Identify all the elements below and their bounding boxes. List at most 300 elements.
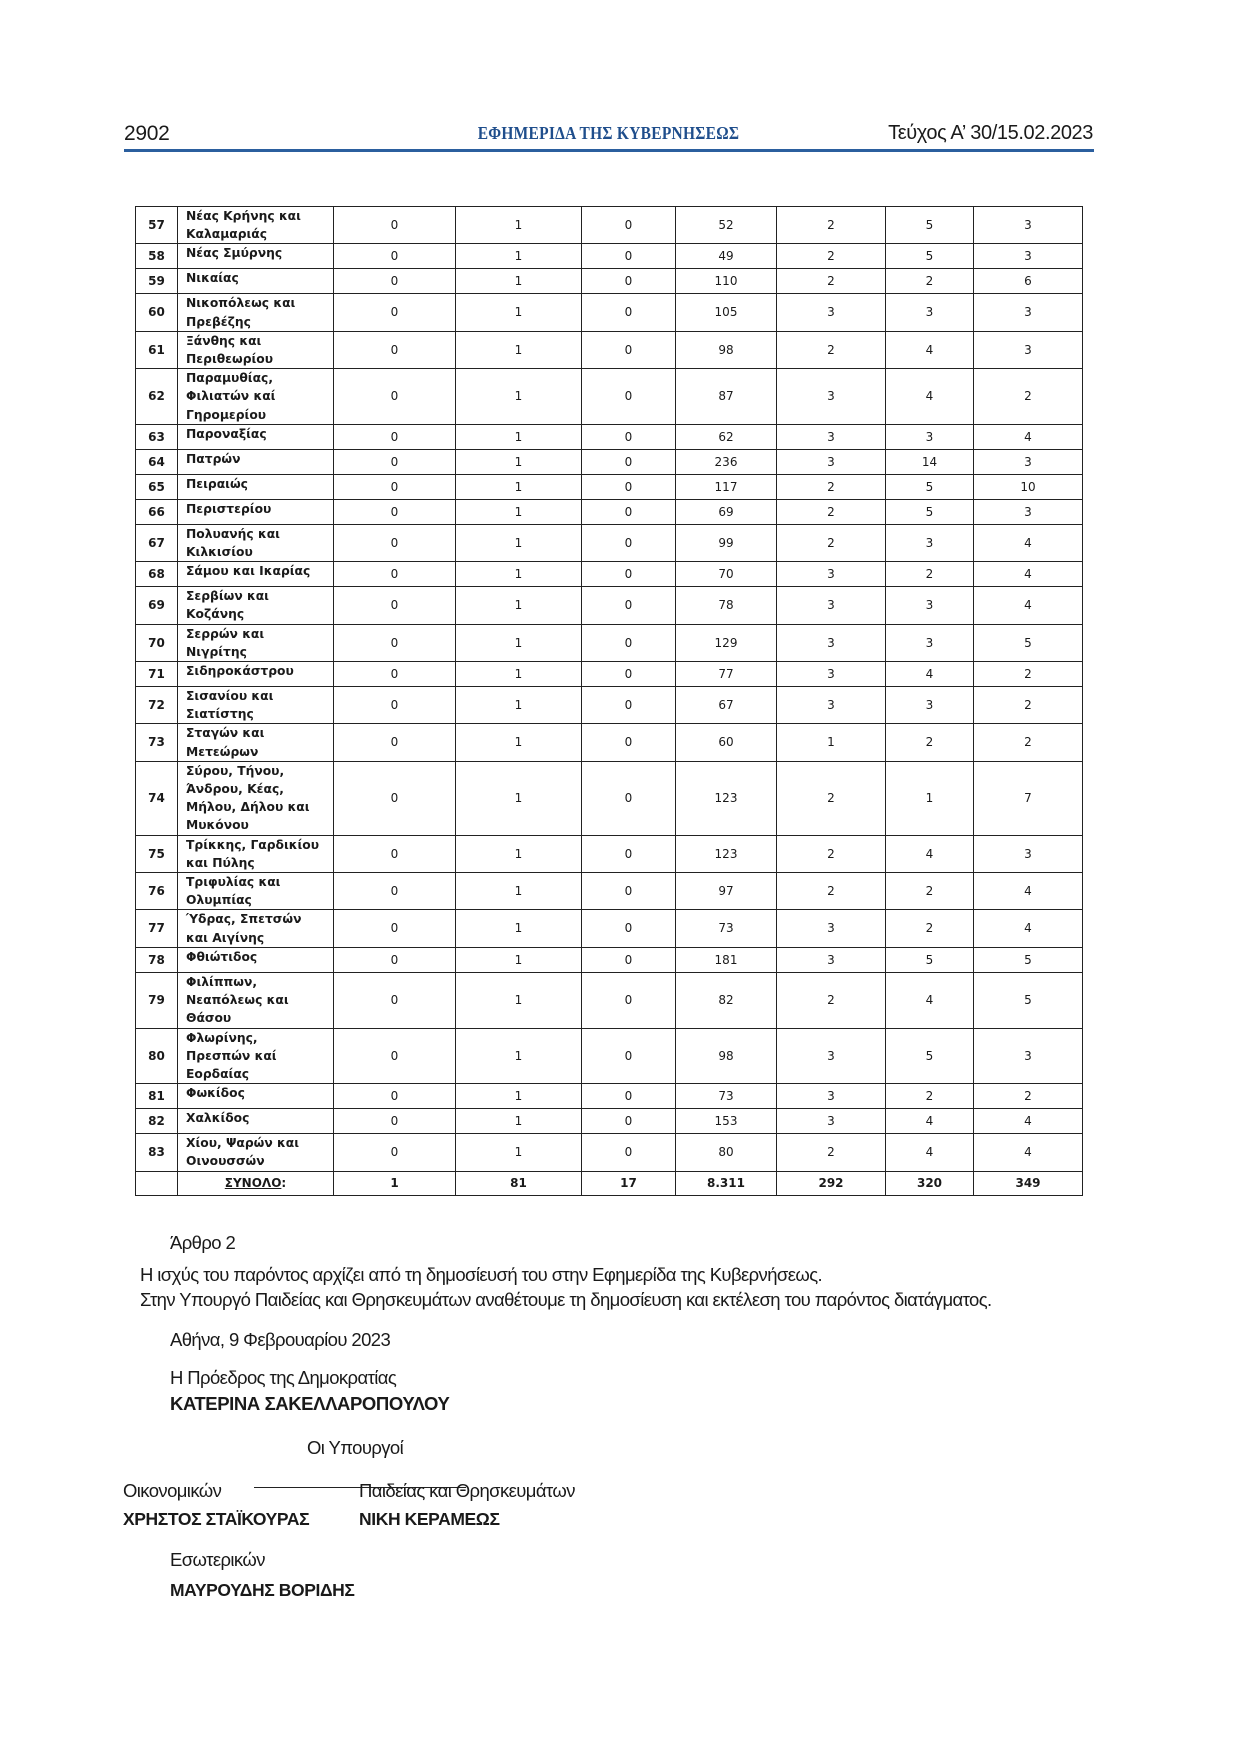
- value-cell-c7: 4: [974, 587, 1083, 624]
- value-cell-c2: 1: [456, 972, 582, 1028]
- value-cell-c6: 4: [886, 835, 974, 872]
- value-cell-c6: 2: [886, 269, 974, 294]
- header-rule: [124, 149, 1094, 152]
- value-cell-c4: 98: [676, 1028, 777, 1084]
- value-cell-c1: 0: [334, 587, 456, 624]
- value-cell-c2: 1: [456, 835, 582, 872]
- diocese-name: Σταγών και Μετεώρων: [178, 724, 334, 761]
- value-cell-c6: 2: [886, 873, 974, 910]
- value-cell-c3: 0: [582, 624, 676, 661]
- table-row: [136, 424, 1083, 449]
- value-cell-c5: 3: [777, 294, 886, 331]
- value-cell-c3: 0: [582, 972, 676, 1028]
- row-number: 64: [136, 449, 178, 474]
- value-cell-c6: 4: [886, 369, 974, 425]
- value-cell-c2: 1: [456, 474, 582, 499]
- minister-2-ministry: Παιδείας και Θρησκευμάτων: [359, 1480, 575, 1501]
- value-cell-c5: 2: [777, 244, 886, 269]
- value-cell-c6: 4: [886, 972, 974, 1028]
- value-cell-c6: 14: [886, 449, 974, 474]
- row-number: 60: [136, 294, 178, 331]
- value-cell-c2: 1: [456, 587, 582, 624]
- dioceses-table: [135, 206, 1083, 1196]
- value-cell-c6: 3: [886, 424, 974, 449]
- value-cell-c4: 99: [676, 524, 777, 561]
- value-cell-c6: 5: [886, 474, 974, 499]
- table-row: [136, 910, 1083, 947]
- value-cell-c1: 0: [334, 947, 456, 972]
- value-cell-c3: 0: [582, 724, 676, 761]
- value-cell-c5: 3: [777, 910, 886, 947]
- value-cell-c7: 3: [974, 207, 1083, 244]
- value-cell-c7: 3: [974, 449, 1083, 474]
- value-cell-c3: 0: [582, 331, 676, 368]
- value-cell-c2: 1: [456, 424, 582, 449]
- row-number: 83: [136, 1134, 178, 1171]
- row-number: 58: [136, 244, 178, 269]
- value-cell-c1: 0: [334, 1109, 456, 1134]
- value-cell-c7: 3: [974, 331, 1083, 368]
- value-cell-c3: 0: [582, 499, 676, 524]
- row-number: 75: [136, 835, 178, 872]
- value-cell-c4: 80: [676, 1134, 777, 1171]
- article-heading: Άρθρο 2: [170, 1232, 236, 1253]
- row-number: 65: [136, 474, 178, 499]
- value-cell-c1: 0: [334, 244, 456, 269]
- value-cell-c5: 3: [777, 947, 886, 972]
- value-cell-c5: 3: [777, 1084, 886, 1109]
- table-row: [136, 947, 1083, 972]
- table-row: [136, 873, 1083, 910]
- diocese-name: Φιλίππων, Νεαπόλεως και Θάσου: [178, 972, 334, 1028]
- value-cell-c3: 0: [582, 1134, 676, 1171]
- value-cell-c6: 4: [886, 1134, 974, 1171]
- value-cell-c6: 3: [886, 687, 974, 724]
- value-cell-c7: 3: [974, 835, 1083, 872]
- value-cell-c7: 3: [974, 499, 1083, 524]
- table-row: [136, 587, 1083, 624]
- diocese-name: Ξάνθης και Περιθεωρίου: [178, 331, 334, 368]
- row-number: 81: [136, 1084, 178, 1109]
- value-cell-c5: 3: [777, 624, 886, 661]
- value-cell-c7: 2: [974, 724, 1083, 761]
- diocese-name: Πολυανής και Κιλκισίου: [178, 524, 334, 561]
- total-row: [136, 1171, 1083, 1195]
- value-cell-c4: 73: [676, 910, 777, 947]
- value-cell-c4: 62: [676, 424, 777, 449]
- diocese-name: Ύδρας, Σπετσών και Αιγίνης: [178, 910, 334, 947]
- value-cell-c5: 2: [777, 1134, 886, 1171]
- value-cell-c2: 1: [456, 449, 582, 474]
- value-cell-c4: 117: [676, 474, 777, 499]
- value-cell-c5: 2: [777, 207, 886, 244]
- value-cell-c3: 0: [582, 474, 676, 499]
- value-cell-c3: 0: [582, 424, 676, 449]
- value-cell-c4: 153: [676, 1109, 777, 1134]
- value-cell-c7: 10: [974, 474, 1083, 499]
- value-cell-c4: 49: [676, 244, 777, 269]
- value-cell-c5: 2: [777, 972, 886, 1028]
- diocese-name: Τριφυλίας και Ολυμπίας: [178, 873, 334, 910]
- minister-3-ministry: Εσωτερικών: [170, 1549, 265, 1570]
- value-cell-c2: 1: [456, 1028, 582, 1084]
- value-cell-c2: 1: [456, 873, 582, 910]
- value-cell-c7: 2: [974, 687, 1083, 724]
- value-cell-c2: 1: [456, 910, 582, 947]
- value-cell-c7: 3: [974, 244, 1083, 269]
- value-cell-c2: 1: [456, 1084, 582, 1109]
- diocese-name: Φλωρίνης, Πρεσπών καί Εορδαίας: [178, 1028, 334, 1084]
- diocese-name: Παροναξίας: [178, 424, 334, 449]
- value-cell-c2: 1: [456, 1134, 582, 1171]
- value-cell-c4: 82: [676, 972, 777, 1028]
- value-cell-c3: 0: [582, 244, 676, 269]
- value-cell-c7: 5: [974, 972, 1083, 1028]
- diocese-name: Σάμου και Ικαρίας: [178, 562, 334, 587]
- value-cell-c2: 1: [456, 761, 582, 835]
- diocese-name: Περιστερίου: [178, 499, 334, 524]
- diocese-name: Σερρών και Νιγρίτης: [178, 624, 334, 661]
- value-cell-c5: 1: [777, 724, 886, 761]
- value-cell-c1: 0: [334, 207, 456, 244]
- row-number: 57: [136, 207, 178, 244]
- value-cell-c6: 5: [886, 244, 974, 269]
- page-number: 2902: [124, 122, 170, 145]
- diocese-name: Σισανίου και Σιατίστης: [178, 687, 334, 724]
- value-cell-c7: 2: [974, 662, 1083, 687]
- value-cell-c5: 3: [777, 369, 886, 425]
- value-cell-c5: 3: [777, 424, 886, 449]
- value-cell-c3: 0: [582, 835, 676, 872]
- value-cell-c4: 98: [676, 331, 777, 368]
- value-cell-c7: 4: [974, 873, 1083, 910]
- value-cell-c2: 1: [456, 562, 582, 587]
- value-cell-c1: 0: [334, 687, 456, 724]
- value-cell-c7: 3: [974, 294, 1083, 331]
- value-cell-c6: 4: [886, 1109, 974, 1134]
- row-number: 69: [136, 587, 178, 624]
- value-cell-c7: 4: [974, 1109, 1083, 1134]
- table-row: [136, 269, 1083, 294]
- value-cell-c6: 5: [886, 207, 974, 244]
- value-cell-c1: 0: [334, 562, 456, 587]
- diocese-name: Νέας Σμύρνης: [178, 244, 334, 269]
- value-cell-c2: 1: [456, 294, 582, 331]
- table-row: [136, 624, 1083, 661]
- row-number: 63: [136, 424, 178, 449]
- table-row: [136, 761, 1083, 835]
- value-cell-c1: 0: [334, 910, 456, 947]
- minister-1-name: ΧΡΗΣΤΟΣ ΣΤΑΪΚΟΥΡΑΣ: [123, 1509, 310, 1529]
- value-cell-c2: 1: [456, 269, 582, 294]
- value-cell-c4: 105: [676, 294, 777, 331]
- value-cell-c3: 0: [582, 662, 676, 687]
- value-cell-c3: 0: [582, 587, 676, 624]
- value-cell-c1: 0: [334, 294, 456, 331]
- value-cell-c4: 129: [676, 624, 777, 661]
- issue-label: Τεύχος Α’ 30/15.02.2023: [888, 122, 1093, 144]
- total-label-cell: [178, 1171, 334, 1195]
- value-cell-c5: 2: [777, 873, 886, 910]
- table-row: [136, 331, 1083, 368]
- value-cell-c6: 3: [886, 294, 974, 331]
- value-cell-c1: 0: [334, 499, 456, 524]
- table-body: [136, 207, 1083, 1196]
- value-cell-c1: 0: [334, 1028, 456, 1084]
- row-number: 72: [136, 687, 178, 724]
- value-cell-c5: 2: [777, 269, 886, 294]
- journal-title: ΕΦΗΜΕΡΙΔΑ ΤΗΣ ΚΥΒΕΡΝΗΣΕΩΣ: [477, 123, 740, 143]
- value-cell-c7: 4: [974, 562, 1083, 587]
- value-cell-c1: 0: [334, 1084, 456, 1109]
- value-cell-c3: 0: [582, 449, 676, 474]
- value-cell-c4: 77: [676, 662, 777, 687]
- row-number: 73: [136, 724, 178, 761]
- value-cell-c1: 0: [334, 474, 456, 499]
- value-cell-c2: 1: [456, 207, 582, 244]
- table-row: [136, 369, 1083, 425]
- value-cell-c5: 3: [777, 587, 886, 624]
- president-name: ΚΑΤΕΡΙΝΑ ΣΑΚΕΛΛΑΡΟΠΟΥΛΟΥ: [170, 1393, 450, 1414]
- value-cell-c7: 4: [974, 910, 1083, 947]
- value-cell-c1: 0: [334, 424, 456, 449]
- table-row: [136, 1084, 1083, 1109]
- value-cell-c3: 0: [582, 1084, 676, 1109]
- value-cell-c5: 2: [777, 474, 886, 499]
- row-number: 62: [136, 369, 178, 425]
- diocese-name: Νέας Κρήνης και Καλαμαριάς: [178, 207, 334, 244]
- total-cell-c3: 17: [582, 1171, 676, 1195]
- table-row: [136, 207, 1083, 244]
- table-row: [136, 1134, 1083, 1171]
- diocese-name: Σιδηροκάστρου: [178, 662, 334, 687]
- value-cell-c1: 0: [334, 835, 456, 872]
- value-cell-c1: 0: [334, 873, 456, 910]
- value-cell-c6: 5: [886, 947, 974, 972]
- value-cell-c2: 1: [456, 499, 582, 524]
- value-cell-c7: 4: [974, 1134, 1083, 1171]
- value-cell-c7: 4: [974, 524, 1083, 561]
- value-cell-c3: 0: [582, 207, 676, 244]
- value-cell-c6: 4: [886, 331, 974, 368]
- value-cell-c5: 3: [777, 662, 886, 687]
- row-number: 78: [136, 947, 178, 972]
- diocese-name: Φθιώτιδος: [178, 947, 334, 972]
- value-cell-c6: 3: [886, 524, 974, 561]
- value-cell-c5: 3: [777, 449, 886, 474]
- table-row: [136, 562, 1083, 587]
- table-row: [136, 1028, 1083, 1084]
- value-cell-c7: 4: [974, 424, 1083, 449]
- table-row: [136, 1109, 1083, 1134]
- article-line-1: Η ισχύς του παρόντος αρχίζει από τη δημοσίευσή του στην Εφημερίδα της Κυβερνήσεως.: [140, 1264, 823, 1285]
- value-cell-c2: 1: [456, 331, 582, 368]
- value-cell-c5: 2: [777, 761, 886, 835]
- row-number: 71: [136, 662, 178, 687]
- row-number: 67: [136, 524, 178, 561]
- value-cell-c7: 5: [974, 624, 1083, 661]
- row-number: 77: [136, 910, 178, 947]
- value-cell-c4: 67: [676, 687, 777, 724]
- diocese-name: Νικαίας: [178, 269, 334, 294]
- value-cell-c1: 0: [334, 369, 456, 425]
- diocese-name: Πατρών: [178, 449, 334, 474]
- value-cell-c3: 0: [582, 294, 676, 331]
- value-cell-c1: 0: [334, 761, 456, 835]
- diocese-name: Σύρου, Τήνου, Άνδρου, Κέας, Μήλου, Δήλου και Μυκόνου: [178, 761, 334, 835]
- value-cell-c7: 2: [974, 1084, 1083, 1109]
- value-cell-c4: 110: [676, 269, 777, 294]
- page-header: [124, 122, 1093, 152]
- row-number: 68: [136, 562, 178, 587]
- row-number: 59: [136, 269, 178, 294]
- value-cell-c1: 0: [334, 972, 456, 1028]
- value-cell-c2: 1: [456, 244, 582, 269]
- row-number: 61: [136, 331, 178, 368]
- table-row: [136, 687, 1083, 724]
- value-cell-c1: 0: [334, 1134, 456, 1171]
- value-cell-c3: 0: [582, 761, 676, 835]
- value-cell-c5: 2: [777, 499, 886, 524]
- value-cell-c1: 0: [334, 662, 456, 687]
- table-row: [136, 499, 1083, 524]
- table-row: [136, 724, 1083, 761]
- value-cell-c3: 0: [582, 1028, 676, 1084]
- value-cell-c6: 4: [886, 662, 974, 687]
- table-row: [136, 244, 1083, 269]
- value-cell-c2: 1: [456, 947, 582, 972]
- total-cell-c5: 292: [777, 1171, 886, 1195]
- value-cell-c2: 1: [456, 524, 582, 561]
- value-cell-c7: 6: [974, 269, 1083, 294]
- minister-3-name: ΜΑΥΡΟΥΔΗΣ ΒΟΡΙΔΗΣ: [170, 1580, 355, 1600]
- total-cell-c7: 349: [974, 1171, 1083, 1195]
- row-number: 79: [136, 972, 178, 1028]
- total-cell-c1: 1: [334, 1171, 456, 1195]
- place-date: Αθήνα, 9 Φεβρουαρίου 2023: [170, 1329, 391, 1350]
- table-row: [136, 449, 1083, 474]
- value-cell-c1: 0: [334, 624, 456, 661]
- value-cell-c6: 2: [886, 910, 974, 947]
- value-cell-c4: 123: [676, 835, 777, 872]
- total-colon: :: [281, 1175, 287, 1190]
- value-cell-c4: 69: [676, 499, 777, 524]
- value-cell-c5: 2: [777, 524, 886, 561]
- value-cell-c3: 0: [582, 269, 676, 294]
- value-cell-c2: 1: [456, 724, 582, 761]
- value-cell-c6: 2: [886, 1084, 974, 1109]
- value-cell-c4: 73: [676, 1084, 777, 1109]
- value-cell-c4: 60: [676, 724, 777, 761]
- value-cell-c4: 70: [676, 562, 777, 587]
- value-cell-c2: 1: [456, 1109, 582, 1134]
- table-row: [136, 835, 1083, 872]
- table-row: [136, 294, 1083, 331]
- value-cell-c6: 1: [886, 761, 974, 835]
- value-cell-c1: 0: [334, 331, 456, 368]
- total-cell-c6: 320: [886, 1171, 974, 1195]
- value-cell-c7: 5: [974, 947, 1083, 972]
- value-cell-c2: 1: [456, 624, 582, 661]
- total-cell-c2: 81: [456, 1171, 582, 1195]
- value-cell-c3: 0: [582, 524, 676, 561]
- value-cell-c1: 0: [334, 724, 456, 761]
- ministers-heading: Οι Υπουργοί: [307, 1437, 404, 1458]
- value-cell-c5: 2: [777, 331, 886, 368]
- value-cell-c4: 181: [676, 947, 777, 972]
- diocese-name: Πειραιώς: [178, 474, 334, 499]
- value-cell-c4: 52: [676, 207, 777, 244]
- president-title: Η Πρόεδρος της Δημοκρατίας: [170, 1367, 397, 1388]
- value-cell-c6: 5: [886, 499, 974, 524]
- value-cell-c2: 1: [456, 687, 582, 724]
- row-number: 80: [136, 1028, 178, 1084]
- value-cell-c5: 3: [777, 1028, 886, 1084]
- value-cell-c5: 3: [777, 562, 886, 587]
- table-row: [136, 524, 1083, 561]
- value-cell-c6: 5: [886, 1028, 974, 1084]
- row-number: 74: [136, 761, 178, 835]
- diocese-name: Χαλκίδος: [178, 1109, 334, 1134]
- table-row: [136, 972, 1083, 1028]
- value-cell-c5: 2: [777, 835, 886, 872]
- value-cell-c2: 1: [456, 662, 582, 687]
- total-cell-c4: 8.311: [676, 1171, 777, 1195]
- value-cell-c1: 0: [334, 524, 456, 561]
- value-cell-c4: 97: [676, 873, 777, 910]
- value-cell-c3: 0: [582, 910, 676, 947]
- value-cell-c4: 78: [676, 587, 777, 624]
- value-cell-c3: 0: [582, 369, 676, 425]
- value-cell-c3: 0: [582, 562, 676, 587]
- value-cell-c7: 2: [974, 369, 1083, 425]
- diocese-name: Χίου, Ψαρών και Οινουσσών: [178, 1134, 334, 1171]
- value-cell-c1: 0: [334, 269, 456, 294]
- total-empty-cell: [136, 1171, 178, 1195]
- diocese-name: Φωκίδος: [178, 1084, 334, 1109]
- value-cell-c5: 3: [777, 1109, 886, 1134]
- value-cell-c3: 0: [582, 687, 676, 724]
- diocese-name: Τρίκκης, Γαρδικίου και Πύλης: [178, 835, 334, 872]
- minister-2-name: ΝΙΚΗ ΚΕΡΑΜΕΩΣ: [359, 1509, 500, 1529]
- row-number: 82: [136, 1109, 178, 1134]
- minister-1-ministry: Οικονομικών: [123, 1480, 222, 1501]
- value-cell-c5: 3: [777, 687, 886, 724]
- value-cell-c4: 236: [676, 449, 777, 474]
- value-cell-c6: 3: [886, 587, 974, 624]
- row-number: 70: [136, 624, 178, 661]
- value-cell-c4: 87: [676, 369, 777, 425]
- value-cell-c3: 0: [582, 873, 676, 910]
- value-cell-c4: 123: [676, 761, 777, 835]
- value-cell-c1: 0: [334, 449, 456, 474]
- article-line-2: Στην Υπουργό Παιδείας και Θρησκευμάτων αναθέτουμε τη δημοσίευση και εκτέλεση του παρόντος διατάγματος.: [140, 1289, 992, 1310]
- value-cell-c6: 2: [886, 562, 974, 587]
- value-cell-c6: 3: [886, 624, 974, 661]
- value-cell-c6: 2: [886, 724, 974, 761]
- value-cell-c2: 1: [456, 369, 582, 425]
- row-number: 76: [136, 873, 178, 910]
- value-cell-c7: 7: [974, 761, 1083, 835]
- value-cell-c3: 0: [582, 1109, 676, 1134]
- diocese-name: Νικοπόλεως και Πρεβέζης: [178, 294, 334, 331]
- value-cell-c7: 3: [974, 1028, 1083, 1084]
- diocese-name: Σερβίων και Κοζάνης: [178, 587, 334, 624]
- row-number: 66: [136, 499, 178, 524]
- diocese-name: Παραμυθίας, Φιλιατών καί Γηρομερίου: [178, 369, 334, 425]
- value-cell-c3: 0: [582, 947, 676, 972]
- table-row: [136, 474, 1083, 499]
